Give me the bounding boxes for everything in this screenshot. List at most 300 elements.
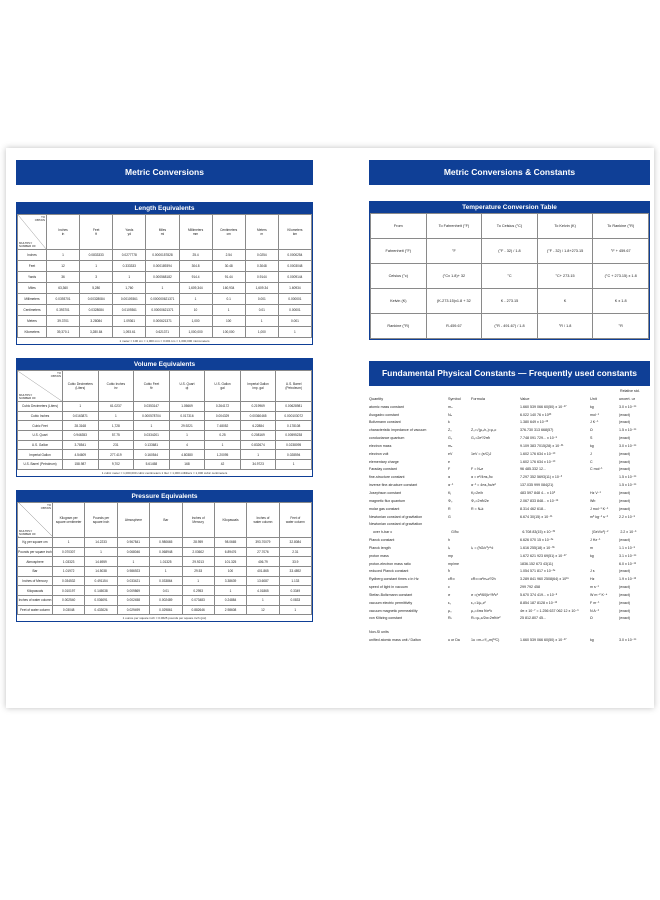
rel-label: Relative std. xyxy=(620,389,640,393)
table-cell: 0.0003048 xyxy=(278,261,311,272)
table-cell: 0.3349 xyxy=(279,586,311,596)
volume-title: Volume Equivalents xyxy=(17,359,312,370)
constant-row xyxy=(369,592,650,600)
constant-cell: Kⱼ xyxy=(448,490,452,495)
table-cell: 0.0277778 xyxy=(113,250,146,261)
corner-to-label: TO OBTAIN xyxy=(40,502,51,510)
row-header: U.S. Barrel (Petroleum) xyxy=(18,460,63,470)
column-header: U.S. Gallon gal xyxy=(205,371,241,402)
constant-cell: 2.2 x 10⁻⁵ xyxy=(620,530,637,535)
corner-to-label: TO OBTAIN xyxy=(34,215,45,222)
table-cell: 1 xyxy=(63,402,99,412)
constant-row xyxy=(369,529,650,537)
table-cell: 0.000103072 xyxy=(276,411,312,421)
constant-cell: R xyxy=(448,506,451,511)
constant-row xyxy=(369,474,650,482)
constant-cell: kg xyxy=(590,638,594,643)
table-row xyxy=(18,402,312,412)
constant-cell: N A⁻² xyxy=(590,608,599,613)
constant-cell: J K⁻¹ xyxy=(590,420,599,425)
pressure-table xyxy=(16,490,313,623)
table-cell: 2.31 xyxy=(279,547,311,557)
table-cell: 4.01865 xyxy=(247,586,279,596)
constant-cell: 6.626 070 15 x 10⁻³⁴ xyxy=(520,538,554,543)
table-cell: 32.8084 xyxy=(279,537,311,547)
pressure-title: Pressure Equivalents xyxy=(17,491,312,502)
constant-cell: ħ xyxy=(448,569,450,574)
constant-cell: 1.602 176 634 x 10⁻¹⁹ xyxy=(520,451,556,456)
table-cell: 0.832674 xyxy=(240,440,276,450)
table-cell: 0.001 xyxy=(245,294,278,305)
constant-cell: 137.035 999 084(21) xyxy=(520,483,554,488)
constant-cell: mp xyxy=(448,553,453,558)
constant-cell: G₀=2e²/2πħ xyxy=(471,436,491,441)
table-cell: 5.61458 xyxy=(134,460,170,470)
table-row xyxy=(371,314,649,339)
table-cell: 34.9723 xyxy=(240,460,276,470)
table-cell: 0.0328084 xyxy=(80,305,113,316)
table-cell: 1,000 xyxy=(245,327,278,338)
temp-header: To Fahrenheit (°F) xyxy=(426,214,482,239)
length-table xyxy=(16,202,313,345)
constant-cell: 8.314 462 618... xyxy=(520,506,546,511)
table-cell: 1 xyxy=(98,411,134,421)
column-header: Inches of water column xyxy=(247,502,279,537)
table-cell: 30.48 xyxy=(212,261,245,272)
constants-col-header: Symbol xyxy=(448,396,461,401)
constant-cell: Newtonian constant of gravitation xyxy=(369,514,423,519)
table-cell: 14.5038 xyxy=(85,566,117,576)
table-cell: 0.882646 xyxy=(182,605,214,615)
volume-grid xyxy=(17,370,312,470)
table-cell: 0.00328084 xyxy=(80,294,113,305)
constant-cell: reduced Planck constant xyxy=(369,569,409,574)
table-cell: 0.036091 xyxy=(85,595,117,605)
table-cell: 28.959 xyxy=(182,537,214,547)
reference-sheet xyxy=(6,148,654,708)
column-header: Yards yd xyxy=(113,215,146,250)
table-cell: 1 xyxy=(276,460,312,470)
constant-cell xyxy=(448,521,471,529)
table-row xyxy=(18,595,312,605)
table-cell: 0.946353 xyxy=(63,431,99,441)
constant-cell: mₑ xyxy=(448,443,453,448)
row-header: Fahrenheit (°F) xyxy=(371,239,427,264)
table-cell: 6.22884 xyxy=(240,421,276,431)
table-cell: 1,000 xyxy=(179,316,212,327)
table-cell: 0.000568182 xyxy=(146,272,179,283)
table-cell: 7.48052 xyxy=(205,421,241,431)
table-cell: 0.033421 xyxy=(117,576,149,586)
table-cell: (°F - 32) / 1.8+273.15 xyxy=(537,239,593,264)
constants-header xyxy=(369,396,650,404)
table-row xyxy=(18,294,312,305)
row-header: Kilometers xyxy=(18,327,47,338)
table-row xyxy=(18,557,312,567)
table-cell: 0.433026 xyxy=(85,605,117,615)
constant-cell: vacuum magnetic permeability xyxy=(369,608,418,613)
table-cell: 4 xyxy=(169,440,205,450)
table-cell: 12 xyxy=(247,605,279,615)
table-cell: °F xyxy=(426,239,482,264)
table-row xyxy=(18,305,312,316)
table-cell: 0.25 xyxy=(205,431,241,441)
table-cell: 393.70079 xyxy=(247,537,279,547)
constant-row xyxy=(369,412,650,420)
constant-cell xyxy=(590,474,619,482)
column-header: Feet ft xyxy=(80,215,113,250)
constant-cell: k xyxy=(448,420,450,425)
table-cell: 231 xyxy=(98,440,134,450)
table-cell: 1 xyxy=(85,547,117,557)
constant-cell: F xyxy=(448,467,451,472)
table-cell: 0.01 xyxy=(150,586,182,596)
table-cell: 57.75 xyxy=(98,431,134,441)
table-cell: 1,609,344 xyxy=(179,283,212,294)
constant-cell: electron mass xyxy=(369,443,392,448)
constant-cell: (exact) xyxy=(619,490,630,495)
constant-cell: mp/me xyxy=(448,561,459,566)
constant-cell: J Hz⁻¹ xyxy=(590,538,601,543)
table-cell: 91.44 xyxy=(212,272,245,283)
table-cell: 1.20095 xyxy=(205,450,241,460)
table-cell: 0.002458 xyxy=(117,595,149,605)
constant-cell: Stefan-Boltzmann constant xyxy=(369,592,413,597)
row-header: Feet xyxy=(18,261,47,272)
table-cell: 0.000578704 xyxy=(134,411,170,421)
constant-cell: 6.708 83(15) x 10⁻³⁹ xyxy=(522,530,556,535)
constant-cell: (exact) xyxy=(619,592,630,597)
constant-cell: σ =(π²/60)k⁴/ħ³c² xyxy=(471,592,498,597)
corner-cell xyxy=(18,502,53,537)
table-cell: (°Cx 1.8)+ 32 xyxy=(426,264,482,289)
constant-cell: von Klitzing constant xyxy=(369,616,402,621)
constants-col-header: Formula xyxy=(471,396,485,401)
row-header: Pounds per square inch xyxy=(18,547,53,557)
table-cell: K - 273.15 xyxy=(482,289,538,314)
constant-row xyxy=(369,490,650,498)
constant-cell: Newtonian constant of gravitation xyxy=(369,522,423,527)
constant-cell: 2.067 833 848... x 10⁻¹⁵ xyxy=(520,498,559,503)
table-cell: 1,093.61 xyxy=(113,327,146,338)
corner-multiply-label: MULTIPLY NUMBER OF xyxy=(19,528,36,536)
constant-row xyxy=(369,466,650,474)
column-header: U.S. Quart qt xyxy=(169,371,205,402)
table-cell: 0.0833333 xyxy=(80,250,113,261)
table-cell: 0.145038 xyxy=(85,586,117,596)
table-cell: 0.0109361 xyxy=(113,305,146,316)
row-header: Feet of water column xyxy=(18,605,53,615)
table-cell: 0.03048 xyxy=(53,605,85,615)
constant-row xyxy=(369,561,650,569)
constant-cell: 1.5 x 10⁻¹⁰ xyxy=(619,428,637,433)
constant-cell: molar gas constant xyxy=(369,506,400,511)
row-header: Kg per square cm xyxy=(18,537,53,547)
constant-cell: eV xyxy=(448,451,453,456)
table-cell: 0.24884 xyxy=(214,595,246,605)
column-header: Kilometers km xyxy=(278,215,311,250)
constant-row xyxy=(369,584,650,592)
constant-row xyxy=(369,568,650,576)
constant-cell xyxy=(471,443,520,451)
table-cell: 1 xyxy=(113,272,146,283)
table-cell: 29.9221 xyxy=(169,421,205,431)
constant-cell: kg xyxy=(590,443,594,448)
table-cell: 1 xyxy=(80,261,113,272)
constant-cell: 7.748 091 729... x 10⁻⁵ xyxy=(520,436,558,441)
constant-cell: h xyxy=(448,538,450,543)
constant-cell xyxy=(619,521,649,529)
table-row xyxy=(18,460,312,470)
column-header: Millimeters mm xyxy=(179,215,212,250)
constant-cell: Z₀ xyxy=(448,428,452,433)
constants-banner: Fundamental Physical Constants — Frequently used constants xyxy=(369,361,650,386)
table-cell: 277.419 xyxy=(98,450,134,460)
constant-cell xyxy=(471,412,520,420)
constant-cell: Ω xyxy=(590,616,593,621)
constant-cell: Hz V⁻¹ xyxy=(590,490,601,495)
row-header: Kelvin (K) xyxy=(371,289,427,314)
constant-cell: m s⁻¹ xyxy=(590,585,599,590)
corner-cell xyxy=(18,371,63,402)
table-cell: 3.28084 xyxy=(80,316,113,327)
row-header: Miles xyxy=(18,283,47,294)
constant-cell: Rₖ xyxy=(448,616,453,621)
table-cell: 9,702 xyxy=(98,460,134,470)
constant-cell xyxy=(471,561,520,569)
constant-cell: F = Nₐe xyxy=(471,467,484,472)
constant-cell: (exact) xyxy=(619,498,630,503)
constant-cell: F m⁻¹ xyxy=(590,600,600,605)
constant-cell: 1.602 176 634 x 10⁻¹⁹ xyxy=(520,459,556,464)
constant-cell: J s xyxy=(590,569,595,574)
column-header: Pounds per square inch xyxy=(85,502,117,537)
table-cell: 0.160544 xyxy=(134,450,170,460)
constant-cell: (exact) xyxy=(619,412,630,417)
column-header: Miles mi xyxy=(146,215,179,250)
row-header: Imperial Gallon xyxy=(18,450,63,460)
table-cell: 33.4892 xyxy=(279,566,311,576)
constant-cell: (exact) xyxy=(619,436,630,441)
table-cell: 0.004329 xyxy=(205,411,241,421)
constant-cell: atomic mass constant xyxy=(369,404,404,409)
constant-cell: Ω xyxy=(590,428,593,433)
constant-cell xyxy=(471,584,520,592)
constant-row xyxy=(369,443,650,451)
left-banner: Metric Conversions xyxy=(16,160,313,185)
table-cell: 0.068948 xyxy=(150,547,182,557)
constant-cell: 1.5 x 10⁻¹⁰ xyxy=(619,483,637,488)
table-row xyxy=(18,261,312,272)
table-cell: 0.009869 xyxy=(117,586,149,596)
constant-cell: 376.730 313 668(57) xyxy=(520,428,554,433)
table-cell: 0.073483 xyxy=(182,595,214,605)
constant-cell: ε₀ xyxy=(448,600,452,605)
table-cell: 29.9213 xyxy=(182,557,214,567)
table-cell: 406.79 xyxy=(247,557,279,567)
column-header: Bar xyxy=(150,502,182,537)
constant-cell: 1836.152 673 43(11) xyxy=(520,561,554,566)
constant-cell: (exact) xyxy=(619,506,630,511)
constant-cell: cR∞ xyxy=(448,577,455,582)
table-cell: 0.028594 xyxy=(276,450,312,460)
table-cell: 0.0393701 xyxy=(47,294,80,305)
constant-cell: 6.0 x 10⁻¹¹ xyxy=(619,561,637,566)
temperature-title: Temperature Conversion Table xyxy=(370,202,649,213)
constant-cell: G/ħc xyxy=(451,530,459,535)
left-column xyxy=(16,160,313,622)
table-cell: 0.0238095 xyxy=(276,440,312,450)
table-row xyxy=(18,566,312,576)
row-header: Inches xyxy=(18,250,47,261)
table-cell: °C+ 273.15 xyxy=(537,264,593,289)
constant-cell xyxy=(471,459,520,467)
table-cell: 1.03323 xyxy=(53,557,85,567)
table-cell: 0.178108 xyxy=(276,421,312,431)
constant-cell: magnetic flux quantum xyxy=(369,498,406,503)
pressure-grid xyxy=(17,502,312,616)
right-column xyxy=(369,160,650,645)
row-header: Bar xyxy=(18,566,53,576)
constant-cell: (GeV/c²)⁻² xyxy=(591,530,609,535)
table-cell: 0.010197 xyxy=(53,586,85,596)
constants-col-header: uncert. ur xyxy=(619,396,636,401)
column-header: Atmosphere xyxy=(117,502,149,537)
constant-cell: 1.616 255(18) x 10⁻³⁵ xyxy=(520,545,555,550)
table-cell: °C xyxy=(482,264,538,289)
row-header: Cubic Inches xyxy=(18,411,63,421)
table-cell: 0.029861 xyxy=(150,605,182,615)
constant-cell: e xyxy=(448,459,450,464)
constant-cell xyxy=(590,521,619,529)
table-cell: 0.068046 xyxy=(117,547,149,557)
table-cell: 36 xyxy=(47,272,80,283)
table-cell: 0.070307 xyxy=(53,547,85,557)
constant-cell xyxy=(471,568,520,576)
constant-cell: m³ kg⁻¹ s⁻² xyxy=(590,514,608,519)
constant-cell: Wb xyxy=(590,498,596,503)
row-header: Cubic Decimeters (Liters) xyxy=(18,402,63,412)
corner-to-label: TO OBTAIN xyxy=(50,371,61,378)
column-header: Centimeters cm xyxy=(212,215,245,250)
table-cell: 158.987 xyxy=(63,460,99,470)
table-cell: 1.05669 xyxy=(169,402,205,412)
table-cell: 1 xyxy=(169,431,205,441)
table-cell: 2.03602 xyxy=(182,547,214,557)
table-cell: 0.00628981 xyxy=(276,402,312,412)
constant-cell: (exact) xyxy=(619,420,630,425)
constant-cell: (exact) xyxy=(619,585,630,590)
corner-multiply-label: MULTIPLY NUMBER OF xyxy=(19,393,36,400)
constant-row xyxy=(369,404,650,412)
constant-cell: (exact) xyxy=(619,451,630,456)
table-cell: 63,360 xyxy=(47,283,80,294)
constant-cell: Rₖ=μ₀c/2α=2πħ/e² xyxy=(471,616,501,621)
table-cell: 0.0163871 xyxy=(63,411,99,421)
table-row xyxy=(18,283,312,294)
table-cell: 1 xyxy=(205,440,241,450)
table-cell: 0.0353147 xyxy=(134,402,170,412)
constant-cell: μ₀=4πα ħ/e²c xyxy=(471,608,493,613)
constant-row xyxy=(369,498,650,506)
constant-row xyxy=(369,427,650,435)
table-cell: 0.017316 xyxy=(169,411,205,421)
table-cell: 0.980665 xyxy=(150,537,182,547)
column-header: Imperial Gallon imp. gal xyxy=(240,371,276,402)
constant-cell: 6.022 140 76 x 10²³ xyxy=(520,412,552,417)
table-cell: 0.0334201 xyxy=(134,431,170,441)
temperature-grid xyxy=(370,213,649,339)
table-cell: 0.264172 xyxy=(205,402,241,412)
row-header: Atmosphere xyxy=(18,557,53,567)
column-header: U.S. Barrel (Petroleum) xyxy=(276,371,312,402)
column-header: Inches in xyxy=(47,215,80,250)
table-row xyxy=(18,250,312,261)
row-header: Inches of water column xyxy=(18,595,53,605)
table-cell: (K-273.15)x1.8 + 32 xyxy=(426,289,482,314)
constant-cell: Z₀=√(μ₀/ε₀)=μ₀c xyxy=(471,428,497,433)
table-cell: 100 xyxy=(214,566,246,576)
temperature-table xyxy=(369,201,650,340)
constant-row xyxy=(369,576,650,584)
table-cell: 0.0009144 xyxy=(278,272,311,283)
table-row xyxy=(18,450,312,460)
constant-cell: (exact) xyxy=(619,459,630,464)
constant-cell: S xyxy=(590,436,593,441)
constant-row xyxy=(369,514,650,522)
constant-cell: C mol⁻¹ xyxy=(590,467,603,472)
constant-cell: 5.670 374 419... x 10⁻⁸ xyxy=(520,592,558,597)
table-cell: 0.000189394 xyxy=(146,261,179,272)
table-cell: 1 xyxy=(53,537,85,547)
constant-cell: speed of light in vacuum xyxy=(369,585,408,590)
length-title: Length Equivalents xyxy=(17,203,312,214)
table-cell: 1 xyxy=(47,250,80,261)
constants-list xyxy=(369,388,650,645)
corner-cell xyxy=(18,215,47,250)
constant-cell: proton-electron mass ratio xyxy=(369,561,411,566)
constant-row xyxy=(369,608,650,616)
temp-header: From xyxy=(371,214,427,239)
constant-cell: unified atomic mass unit / Dalton xyxy=(369,638,421,643)
constant-cell xyxy=(471,404,520,412)
table-cell: 0.00360465 xyxy=(240,411,276,421)
constant-cell: ε₀=1/μ₀c² xyxy=(471,600,486,605)
table-row xyxy=(18,547,312,557)
table-cell: 0.967841 xyxy=(117,537,149,547)
constant-cell: proton mass xyxy=(369,553,389,558)
constant-cell: 1.9 x 10⁻¹² xyxy=(619,577,637,582)
table-cell: 1 xyxy=(278,327,311,338)
table-cell: 0.219969 xyxy=(240,402,276,412)
constant-cell: over h-bar c xyxy=(373,530,393,535)
table-cell: 12 xyxy=(47,261,80,272)
constant-cell: α⁻¹ xyxy=(448,483,454,488)
table-cell: 6.89476 xyxy=(214,547,246,557)
constant-row xyxy=(369,553,650,561)
constant-cell: α⁻¹ = 4πε₀ħc/e² xyxy=(471,483,496,488)
table-cell: 1,760 xyxy=(113,283,146,294)
table-cell: °F + 459.67 xyxy=(593,239,649,264)
pressure-note: 1 ounce per square inch = 0.0625 pounds per square inch (psi) xyxy=(122,616,207,621)
constant-cell: Faraday constant xyxy=(369,467,397,472)
table-cell: 3.78541 xyxy=(63,440,99,450)
column-header: Cubic Inches in³ xyxy=(98,371,134,402)
constant-cell: 7.297 352 5693(11) x 10⁻³ xyxy=(520,475,562,480)
constant-cell xyxy=(471,553,520,561)
constants-col-header: Unit xyxy=(590,396,597,401)
constant-cell: (exact) xyxy=(619,467,630,472)
